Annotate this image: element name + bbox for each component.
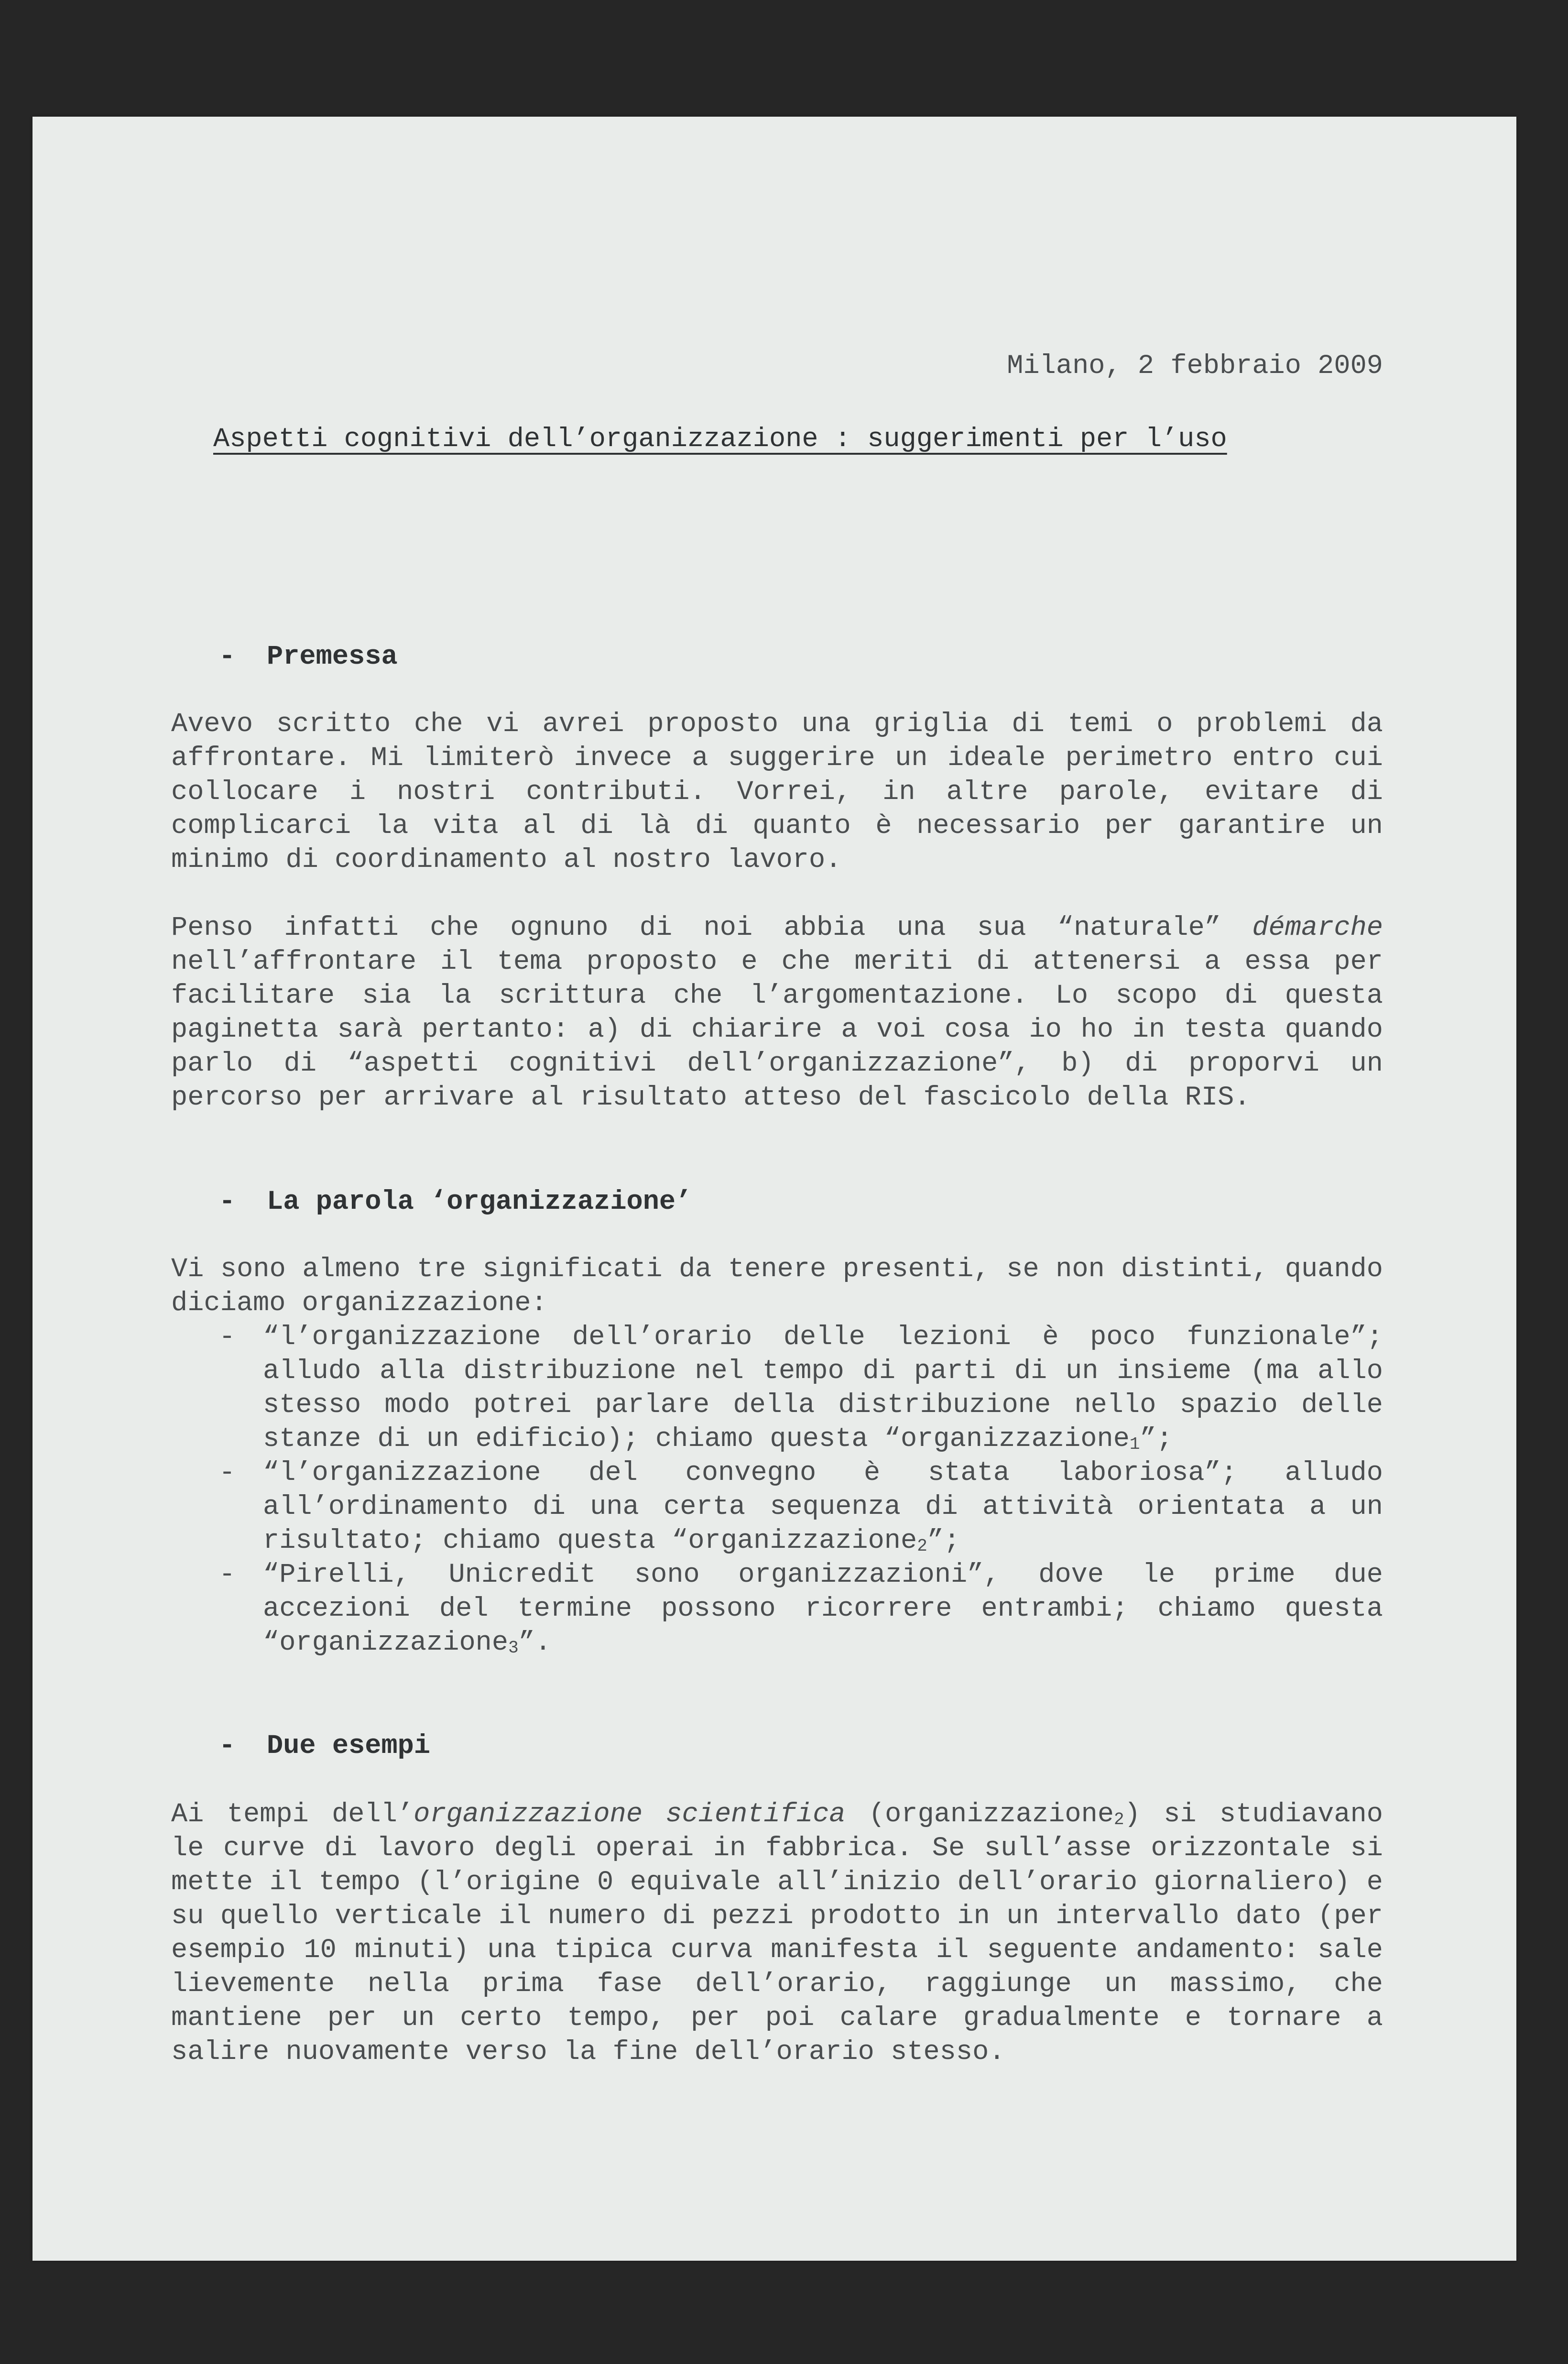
list-item: - “l’organizzazione dell’orario delle lezioni è poco funzionale”; alludo alla distribuzione nel tempo di parti di un insieme (ma allo stesso modo potrei parlare della distribuzione nello spazio delle stanze di un edificio); chiamo questa “organizzazione$_1$”; <box>171 1321 1383 1456</box>
document-title: Aspetti cognitivi dell’organizzazione : suggerimenti per l’uso <box>213 424 1227 455</box>
document-page <box>33 117 1516 2261</box>
heading-text: La parola ‘organizzazione’ <box>267 1187 692 1217</box>
list-bullet: - <box>219 1458 236 1488</box>
section-heading-parola <box>219 1185 692 1219</box>
heading-dash: - <box>219 1731 236 1762</box>
list-bullet: - <box>219 1322 236 1353</box>
section-heading-esempi <box>219 1729 430 1763</box>
heading-dash: - <box>219 642 236 672</box>
heading-dash: - <box>219 1187 236 1217</box>
paragraph-parola-intro: Vi sono almeno tre significati da tenere presenti, se non distinti, quando diciamo organizzazione: <box>171 1254 1383 1319</box>
heading-text: Due esempi <box>267 1731 431 1762</box>
list-bullet: - <box>219 1560 236 1590</box>
italic-term: organizzazione scientifica <box>414 1799 846 1830</box>
paragraph-premessa-2: Penso infatti che ognuno di noi abbia una sua “naturale” démarche nell’affrontare il tema proposto e che meriti di attenersi a essa per facilitare sia la scrittura che l’argomentazione. Lo scopo di questa paginetta sarà pertanto: a) di chiarire a voi cosa io ho in testa quando parlo di “aspetti cognitivi dell’organizzazione”, b) di proporvi un percorso per arrivare al risultato atteso del fascicolo della RIS. <box>171 913 1383 1113</box>
section-heading-premessa <box>219 640 398 674</box>
document-date: Milano, 2 febbraio 2009 <box>1007 351 1383 382</box>
paragraph-esempi: Ai tempi dell’organizzazione scientifica (organizzazione$_2$) si studiavano le curve di lavoro degli operai in fabbrica. Se sull’asse orizzontale si mette il tempo (l’origine 0 equivale all’inizio dell’orario giornaliero) e su quello verticale il numero di pezzi prodotto in un intervallo dato (per esempio 10 minuti) una tipica curva manifesta il seguente andamento: sale lievemente nella prima fase dell’orario, raggiunge un massimo, che mantiene per un certo tempo, per poi calare gradualmente e tornare a salire nuovamente verso la fine dell’orario stesso. <box>171 1799 1383 2068</box>
paragraph-premessa-1: Avevo scritto che vi avrei proposto una griglia di temi o problemi da affrontare. Mi limiterò invece a suggerire un ideale perimetro entro cui collocare i nostri contributi. Vorrei, in altre parole, evitare di complicarci la vita al di là di quanto è necessario per garantire un minimo di coordinamento al nostro lavoro. <box>171 709 1383 876</box>
list-item: - “Pirelli, Unicredit sono organizzazioni”, dove le prime due accezioni del termine possono ricorrere entrambi; chiamo questa “organizzazione$_3$”. <box>171 1558 1383 1660</box>
list-item: - “l’organizzazione del convegno è stata laboriosa”; alludo all’ordinamento di una certa sequenza di attività orientata a un risultato; chiamo questa “organizzazione$_2$”; <box>171 1456 1383 1558</box>
italic-term: démarche <box>1252 913 1383 943</box>
meanings-list <box>171 1321 1383 1660</box>
heading-text: Premessa <box>267 642 398 672</box>
